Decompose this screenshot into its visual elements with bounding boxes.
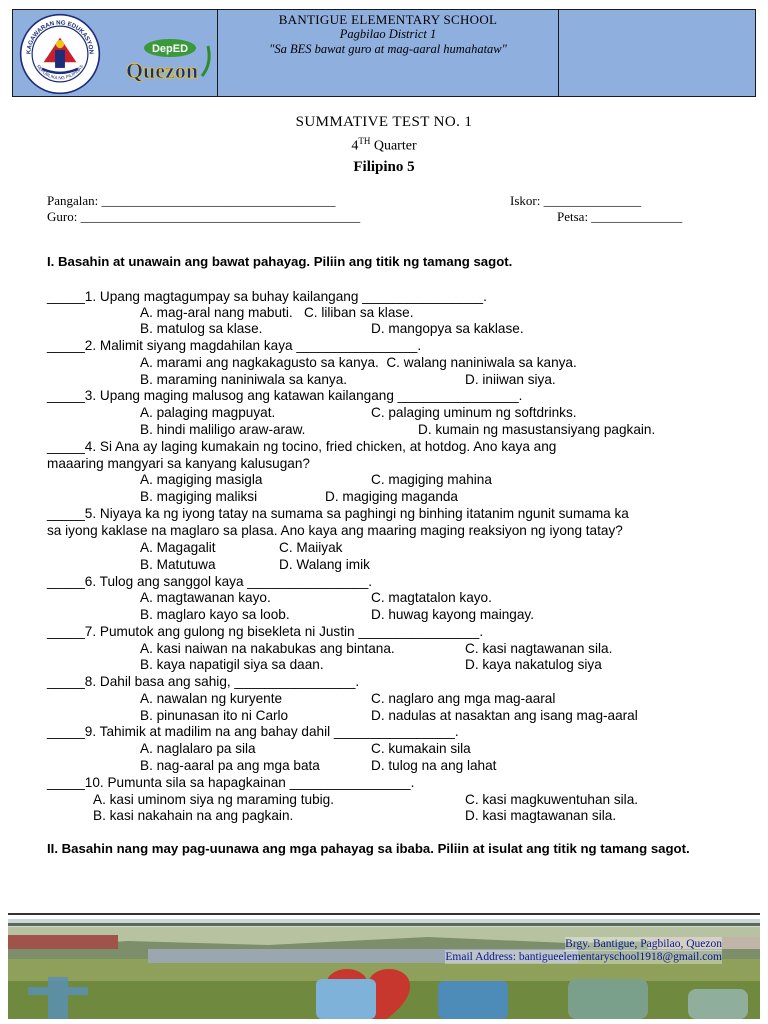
question-5-cont: sa iyong kaklase na maglaro sa plasa. Ano kaya ang maaring maging reaksiyon ng iyong tatay? — [47, 523, 623, 538]
q3-choice-c: C. palaging uminum ng softdrinks. — [371, 405, 577, 420]
q9-choice-a: A. naglalaro pa sila — [140, 741, 256, 756]
footer-divider — [8, 913, 760, 915]
q5-choice-b: B. Matutuwa — [140, 557, 216, 572]
question-8: _____8. Dahil basa ang sahig, ________________. — [47, 674, 360, 689]
q8-choice-a: A. nawalan ng kuryente — [140, 691, 283, 706]
date-field[interactable]: Petsa: ______________ — [557, 209, 683, 224]
test-title-block — [0, 113, 768, 178]
q7-choice-c: C. kasi nagtawanan sila. — [465, 641, 613, 656]
q1-choice-b: B. matulog sa klase. — [140, 321, 263, 336]
q4-choice-c: C. magiging mahina — [371, 472, 492, 487]
q7-choice-b: B. kaya napatigil siya sa daan. — [140, 657, 324, 672]
q1-choices-ac: A. mag-aral nang mabuti. C. liliban sa klase. — [140, 305, 414, 320]
q2-choice-b: B. maraming naniniwala sa kanya. — [140, 372, 348, 387]
question-3: _____3. Upang maging malusog ang katawan kailangang ________________. — [47, 388, 523, 403]
score-field[interactable]: Iskor: _______________ — [510, 193, 642, 208]
q9-choice-c: C. kumakain sila — [371, 741, 471, 756]
q5-choice-a: A. Magagalit — [140, 540, 216, 555]
school-header — [12, 9, 756, 97]
q6-choice-c: C. magtatalon kayo. — [371, 590, 492, 605]
quarter-label: 4TH Quarter — [351, 136, 417, 154]
q8-choice-c: C. naglaro ang mga mag-aaral — [371, 691, 556, 706]
q6-choice-b: B. maglaro kayo sa loob. — [140, 607, 290, 622]
q7-choice-a: A. kasi naiwan na nakabukas ang bintana. — [140, 641, 395, 656]
q5-choice-d: D. Walang imik — [279, 557, 370, 572]
question-6: _____6. Tulog ang sanggol kaya ________________. — [47, 574, 373, 589]
school-grounds-photo — [8, 919, 760, 1019]
q8-choice-b: B. pinunasan ito ni Carlo — [140, 708, 289, 723]
question-1: _____1. Upang magtagumpay sa buhay kailangang ________________. — [47, 289, 487, 304]
question-9: _____9. Tahimik at madilim na ang bahay dahil ________________. — [47, 724, 459, 739]
deped-seal-logo — [19, 13, 101, 95]
teacher-field[interactable]: Guro: ___________________________________________ — [47, 209, 361, 224]
q10-choice-a: A. kasi uminom siya ng maraming tubig. — [93, 792, 335, 807]
deped-quezon-logo — [110, 36, 220, 86]
question-5: _____5. Niyaya ka ng iyong tatay na sumama sa paghingi ng binhing itatanim ngunit sumama ka — [47, 506, 629, 521]
test-title: SUMMATIVE TEST NO. 1 — [295, 114, 473, 130]
section-2-instruction: II. Basahin nang may pag-uunawa ang mga pahayag sa ibaba. Piliin at isulat ang titik ng tamang sagot. — [47, 841, 690, 856]
svg-text:Quezon: Quezon — [125, 58, 199, 83]
svg-text:KAGAWARAN NG EDUKASYON: KAGAWARAN NG EDUKASYON — [25, 19, 95, 55]
district-name: Pagbilao District 1 — [339, 27, 437, 41]
header-logos — [13, 10, 218, 96]
q6-choice-a: A. magtawanan kayo. — [140, 590, 271, 605]
q9-choice-b: B. nag-aaral pa ang mga bata — [140, 758, 320, 773]
q3-choice-a: A. palaging magpuyat. — [140, 405, 276, 420]
q10-choice-c: C. kasi magkuwentuhan sila. — [465, 792, 639, 807]
header-blank-cell — [559, 10, 755, 96]
q1-choice-d: D. mangopya sa kaklase. — [371, 321, 524, 336]
q3-choice-b: B. hindi maliligo araw-araw. — [140, 422, 306, 437]
header-school-info — [218, 10, 559, 96]
school-motto: "Sa BES bawat guro at mag-aaral humahataw" — [269, 42, 507, 56]
q4-choice-b: B. magiging maliksi — [140, 489, 258, 504]
q3-choice-d: D. kumain ng masustansiyang pagkain. — [418, 422, 656, 437]
q5-choice-c: C. Maiiyak — [279, 540, 343, 555]
school-footer-banner — [8, 919, 760, 1019]
q10-choice-b: B. kasi nakahain na ang pagkain. — [93, 808, 294, 823]
school-address: Brgy. Bantigue, Pagbilao, Quezon — [565, 938, 722, 950]
q4-choice-a: A. magiging masigla — [140, 472, 263, 487]
name-field[interactable]: Pangalan: ____________________________________ — [47, 193, 336, 208]
q2-choice-d: D. iniiwan siya. — [465, 372, 556, 387]
q6-choice-d: D. huwag kayong maingay. — [371, 607, 534, 622]
question-7: _____7. Pumutok ang gulong ng bisekleta ni Justin ________________. — [47, 624, 484, 639]
q2-choices-ac: A. marami ang nagkakagusto sa kanya. C. walang naniniwala sa kanya. — [140, 355, 577, 370]
svg-text:DepED: DepED — [151, 43, 189, 55]
question-4: _____4. Si Ana ay laging kumakain ng tocino, fried chicken, at hotdog. Ano kaya ang — [47, 439, 557, 454]
q8-choice-d: D. nadulas at nasaktan ang isang mag-aaral — [371, 708, 638, 723]
svg-text:REPUBLIKA NG PILIPINAS: REPUBLIKA NG PILIPINAS — [35, 63, 85, 81]
subject-title: Filipino 5 — [353, 158, 415, 175]
q4-choice-d: D. magiging maganda — [325, 489, 458, 504]
school-name: BANTIGUE ELEMENTARY SCHOOL — [278, 12, 498, 27]
question-2: _____2. Malimit siyang magdahilan kaya ________________. — [47, 338, 422, 353]
question-4-cont: maaaring mangyari sa kanyang kalusugan? — [47, 456, 310, 471]
question-10: _____10. Pumunta sila sa hapagkainan ________________. — [47, 775, 415, 790]
section-1-instruction: I. Basahin at unawain ang bawat pahayag. Piliin ang titik ng tamang sagot. — [47, 254, 513, 269]
school-email: Email Address: bantigueelementaryschool1918@gmail.com — [445, 951, 722, 963]
q9-choice-d: D. tulog na ang lahat — [371, 758, 497, 773]
q10-choice-d: D. kasi magtawanan sila. — [465, 808, 617, 823]
q7-choice-d: D. kaya nakatulog siya — [465, 657, 602, 672]
